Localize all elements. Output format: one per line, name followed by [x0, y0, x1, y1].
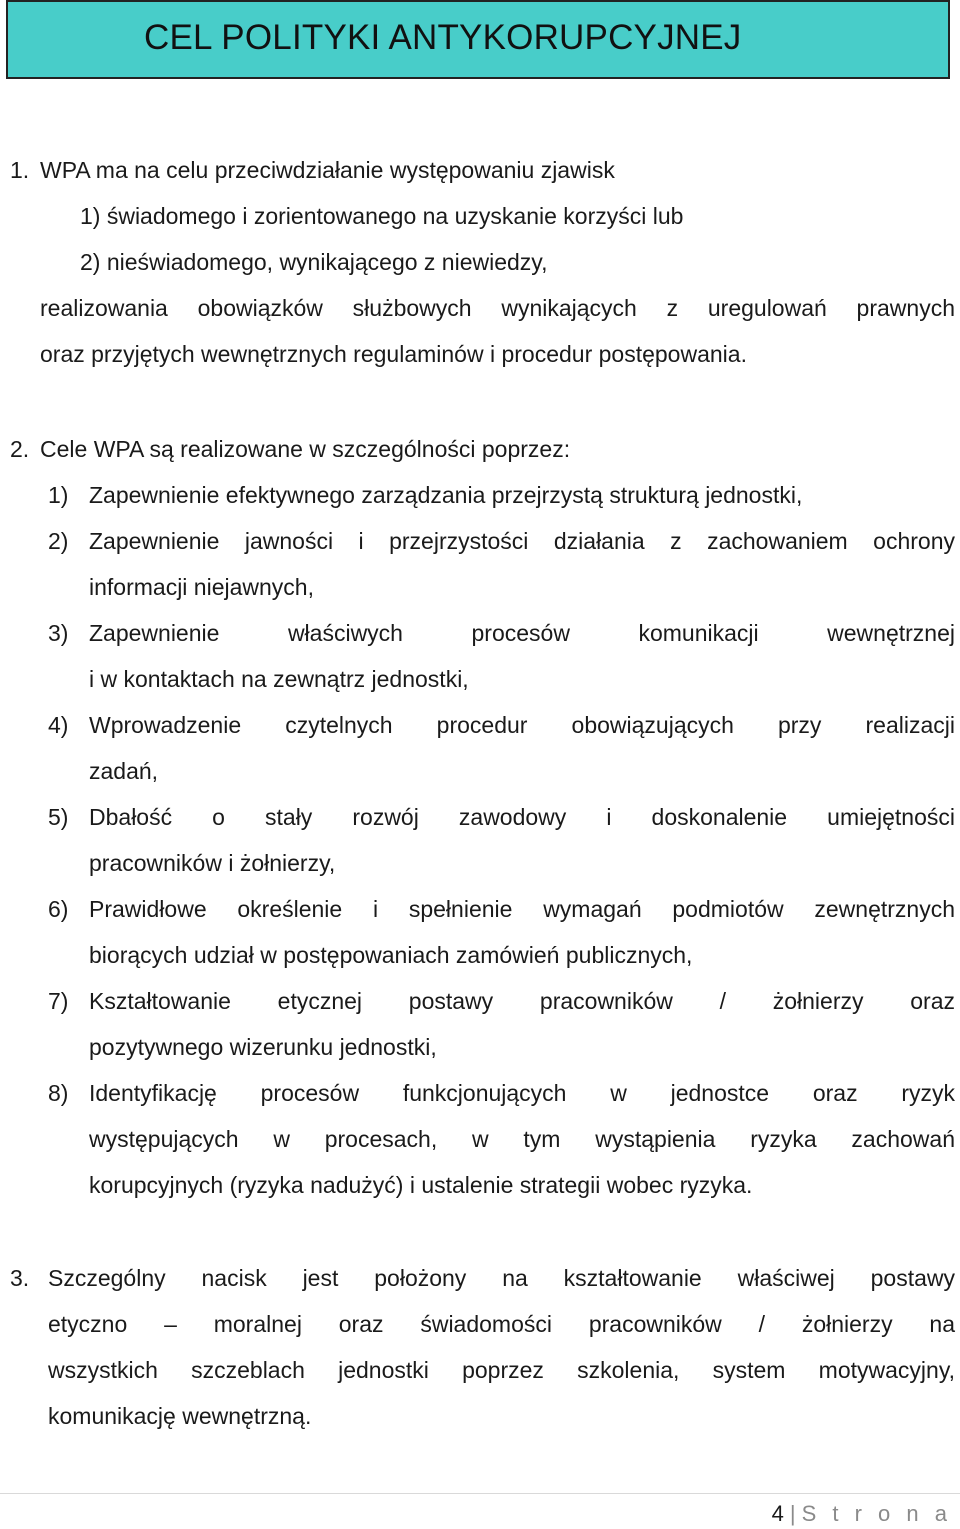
list-item-text: biorących udział w postępowaniach zamówień publicznych, [89, 942, 693, 968]
section-3-line: etyczno – moralnej oraz świadomości pracowników / żołnierzy na [48, 1311, 955, 1337]
section-3-line: wszystkich szczeblach jednostki poprzez szkolenia, system motywacyjny, [48, 1357, 955, 1383]
section-2-intro: Cele WPA są realizowane w szczególności poprzez: [40, 436, 571, 462]
footer-divider [0, 1493, 960, 1494]
list-item-text: korupcyjnych (ryzyka nadużyć) i ustalenie strategii wobec ryzyka. [89, 1172, 753, 1198]
section-1-line: WPA ma na celu przeciwdziałanie występowaniu zjawisk [40, 157, 615, 183]
section-1-line: oraz przyjętych wewnętrznych regulaminów i procedur postępowania. [40, 341, 747, 367]
page-number: 4 [771, 1501, 784, 1526]
footer-separator: | [789, 1501, 796, 1526]
page-footer [772, 1501, 952, 1527]
list-item-text: Identyfikację procesów funkcjonujących w jednostce oraz ryzyk [89, 1080, 955, 1106]
list-item-text: zadań, [89, 758, 159, 784]
list-item-number: 5) [48, 804, 69, 830]
list-item-number: 3) [48, 620, 69, 646]
list-item-number: 6) [48, 896, 69, 922]
section-1-line: realizowania obowiązków służbowych wynikających z uregulowań prawnych [40, 295, 955, 321]
section-1-line: 2) nieświadomego, wynikającego z niewiedzy, [80, 249, 548, 275]
section-3-line: Szczególny nacisk jest położony na kształtowanie właściwej postawy [48, 1265, 955, 1291]
list-item-number: 8) [48, 1080, 69, 1106]
list-item-text: Kształtowanie etycznej postawy pracowników / żołnierzy oraz [89, 988, 955, 1014]
list-item-text: Zapewnienie właściwych procesów komunikacji wewnętrznej [89, 620, 955, 646]
section-2-number: 2. [10, 436, 30, 462]
list-item-text: Prawidłowe określenie i spełnienie wymagań podmiotów zewnętrznych [89, 896, 955, 922]
section-1-line: 1) świadomego i zorientowanego na uzyskanie korzyści lub [80, 203, 684, 229]
page-title: CEL POLITYKI ANTYKORUPCYJNEJ [144, 18, 742, 57]
list-item-text: występujących w procesach, w tym wystąpienia ryzyka zachowań [89, 1126, 955, 1152]
footer-label: S t r o n a [801, 1501, 952, 1526]
list-item-text: i w kontaktach na zewnątrz jednostki, [89, 666, 469, 692]
list-item-text: Dbałość o stały rozwój zawodowy i doskonalenie umiejętności [89, 804, 955, 830]
section-1-number: 1. [10, 157, 30, 183]
list-item-text: pracowników i żołnierzy, [89, 850, 336, 876]
list-item-number: 1) [48, 482, 69, 508]
list-item-number: 2) [48, 528, 69, 554]
list-item-text: Wprowadzenie czytelnych procedur obowiązujących przy realizacji [89, 712, 955, 738]
list-item-number: 7) [48, 988, 69, 1014]
list-item-number: 4) [48, 712, 69, 738]
list-item-text: informacji niejawnych, [89, 574, 314, 600]
title-banner [6, 0, 950, 79]
list-item-text: Zapewnienie efektywnego zarządzania przejrzystą strukturą jednostki, [89, 482, 803, 508]
section-3-number: 3. [10, 1265, 30, 1291]
list-item-text: pozytywnego wizerunku jednostki, [89, 1034, 437, 1060]
list-item-text: Zapewnienie jawności i przejrzystości działania z zachowaniem ochrony [89, 528, 955, 554]
section-3-line: komunikację wewnętrzną. [48, 1403, 312, 1429]
